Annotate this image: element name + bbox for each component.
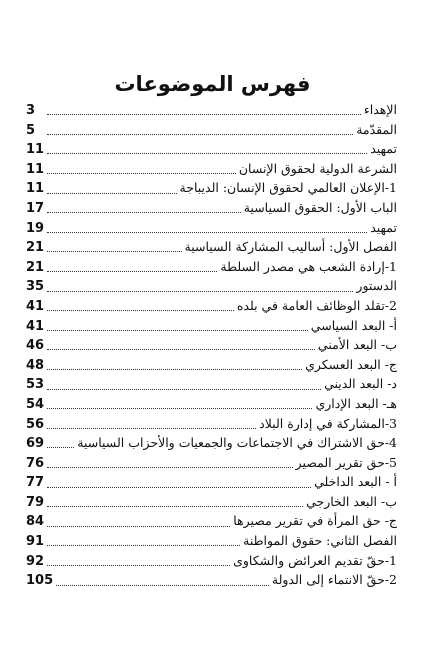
toc-entry-label: 1-إرادة الشعب هي مصدر السلطة xyxy=(220,258,397,274)
toc-entry-label: تمهيد xyxy=(370,141,397,157)
dot-leader xyxy=(47,330,308,331)
toc-entry xyxy=(26,416,397,436)
dot-leader xyxy=(47,369,302,370)
toc-entry-label: الإهداء xyxy=(363,102,397,117)
toc-entry-label: ب- البعد الأمني xyxy=(317,337,397,353)
toc-entry-page-number: 17 xyxy=(26,200,45,216)
toc-entry xyxy=(26,298,397,318)
toc-entry xyxy=(26,220,397,240)
toc-entry xyxy=(26,376,397,396)
dot-leader xyxy=(47,447,74,448)
toc-entry xyxy=(26,180,397,200)
toc-entry-page-number: 53 xyxy=(26,377,45,393)
dot-leader xyxy=(47,291,353,292)
toc-entry xyxy=(26,141,397,161)
toc-entry-page-number: 69 xyxy=(26,436,45,452)
toc-entry-label: المقدّمة xyxy=(356,121,397,137)
toc-entry xyxy=(26,494,397,514)
dot-leader xyxy=(47,389,321,390)
dot-leader xyxy=(47,506,303,507)
toc-entry-page-number: 41 xyxy=(26,318,45,334)
toc-entry-page-number: 21 xyxy=(26,240,45,256)
dot-leader xyxy=(47,153,367,154)
toc-entry xyxy=(26,278,397,298)
dot-leader xyxy=(56,585,269,586)
toc-entry-label: 2-تقلد الوظائف العامة في بلده xyxy=(236,297,397,313)
toc-entry-page-number: 84 xyxy=(26,514,45,530)
toc-entry xyxy=(26,318,397,338)
dot-leader xyxy=(47,526,230,527)
toc-entry-page-number: 5 xyxy=(26,122,36,138)
dot-leader xyxy=(47,114,361,115)
toc-entry-label: الدستور xyxy=(356,278,397,294)
toc-entry-label: 4-حق الاشتراك في الاجتماعات والجمعيات والأحزاب السياسية xyxy=(77,435,397,451)
dot-leader xyxy=(47,545,240,546)
toc-entry-label: 1-حقّ تقديم العرائض والشكاوى xyxy=(233,552,397,568)
dot-leader xyxy=(47,310,234,311)
toc-entry-page-number: 92 xyxy=(26,553,45,569)
toc-entry-label: الباب الأول: الحقوق السياسية xyxy=(243,199,397,215)
toc-entry xyxy=(26,513,397,533)
dot-leader xyxy=(47,251,181,252)
toc-entry-page-number: 11 xyxy=(26,161,45,177)
toc-entry-page-number: 11 xyxy=(26,181,45,197)
toc-entry-page-number: 21 xyxy=(26,259,45,275)
toc-entry-page-number: 3 xyxy=(26,103,36,118)
toc-entry xyxy=(26,239,397,259)
toc-entry-page-number: 77 xyxy=(26,475,45,491)
toc-entry-label: الشرعة الدولية لحقوق الإنسان xyxy=(238,160,397,176)
toc-entry-label: أ- البعد السياسي xyxy=(310,317,397,333)
dot-leader xyxy=(47,428,256,429)
toc-entry-label: ج- حق المرأة في تقرير مصيرها xyxy=(233,513,397,529)
dot-leader xyxy=(47,565,230,566)
toc-entry-label: الفصل الثاني: حقوق المواطنة xyxy=(243,533,397,549)
toc-entry xyxy=(26,396,397,416)
toc-entry-label: هـ- البعد الإداري xyxy=(315,395,397,411)
table-of-contents xyxy=(26,102,397,592)
toc-entry xyxy=(26,435,397,455)
toc-entry-page-number: 35 xyxy=(26,279,45,295)
dot-leader xyxy=(47,193,176,194)
toc-entry xyxy=(26,122,397,142)
toc-entry xyxy=(26,553,397,573)
toc-entry-label: 2-حقّ الانتماء إلى الدولة xyxy=(271,572,397,588)
toc-entry-page-number: 54 xyxy=(26,396,45,412)
toc-entry-label: ب- البعد الخارجي xyxy=(306,493,397,509)
toc-entry xyxy=(26,455,397,475)
toc-entry-page-number: 48 xyxy=(26,357,45,373)
dot-leader xyxy=(47,349,315,350)
toc-entry xyxy=(26,533,397,553)
dot-leader xyxy=(47,212,241,213)
dot-leader xyxy=(47,408,312,409)
toc-entry-page-number: 79 xyxy=(26,494,45,510)
toc-entry-label: 1-الإعلان العالمي لحقوق الإنسان: الديباجة xyxy=(179,180,397,196)
toc-entry-label: الفصل الأول: أساليب المشاركة السياسية xyxy=(184,239,397,255)
dot-leader xyxy=(47,271,217,272)
toc-entry-page-number: 76 xyxy=(26,455,45,471)
toc-entry xyxy=(26,200,397,220)
toc-entry-page-number: 46 xyxy=(26,338,45,354)
toc-entry xyxy=(26,572,397,592)
toc-entry-label: أ - البعد الداخلي xyxy=(314,474,397,490)
dot-leader xyxy=(47,232,367,233)
toc-entry-page-number: 105 xyxy=(26,573,54,589)
page-title: فهرس الموضوعات xyxy=(114,72,311,96)
toc-entry-label: تمهيد xyxy=(370,219,397,235)
toc-entry-label: د- البعد الديني xyxy=(324,376,397,392)
toc-entry xyxy=(26,161,397,181)
dot-leader xyxy=(47,173,236,174)
toc-entry-page-number: 19 xyxy=(26,220,45,236)
toc-entry-label: 5-حق تقرير المصير xyxy=(295,454,397,470)
toc-entry-page-number: 11 xyxy=(26,142,45,158)
toc-entry-label: 3-المشاركة في إدارة البلاد xyxy=(259,415,397,431)
dot-leader xyxy=(47,487,311,488)
toc-entry xyxy=(26,337,397,357)
toc-entry xyxy=(26,357,397,377)
toc-entry xyxy=(26,102,397,122)
toc-entry-page-number: 41 xyxy=(26,298,45,314)
toc-entry-page-number: 91 xyxy=(26,534,45,550)
dot-leader xyxy=(47,467,293,468)
toc-entry-page-number: 56 xyxy=(26,416,45,432)
dot-leader xyxy=(47,134,353,135)
toc-entry xyxy=(26,259,397,279)
toc-entry xyxy=(26,474,397,494)
toc-entry-label: ج- البعد العسكري xyxy=(305,356,397,372)
